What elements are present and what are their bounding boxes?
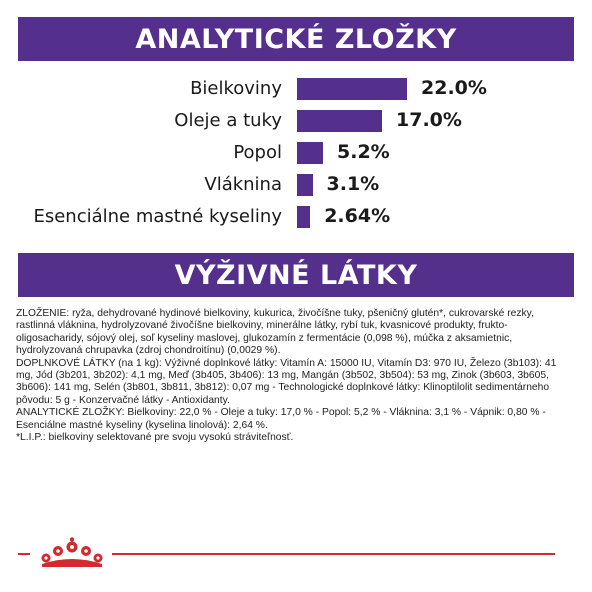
footer-divider-left — [18, 553, 30, 555]
additives-paragraph: DOPLNKOVÉ LÁTKY (na 1 kg): Výživné doplnkové látky: Vitamín A: 15000 IU, Vitamín D3: 970 IU, Železo (3b103): 41 mg, Jód (3b201, 3b202): 4,1 mg, Meď (3b405, 3b406): 13 mg, Mangán (3b502, 3b504): 53 mg, Zinok (3b603, 3b605, 3b606): 141 mg, Selén (3b801, 3b811, 3b812): 0,07 mg - Technologické doplnkové látky: Klinoptilolit sedimentárneho pôvodu: 5 g - Konzervačné látky - Antioxidanty. — [16, 357, 557, 406]
bar-value-label: 22.0% — [421, 77, 487, 99]
bar-label: Esenciálne mastné kyseliny — [33, 206, 282, 227]
crown-logo-icon — [36, 536, 108, 568]
bar — [297, 174, 313, 196]
footer-divider-right — [112, 553, 555, 555]
bar-value-label: 2.64% — [324, 205, 391, 227]
bar-label: Bielkoviny — [190, 78, 282, 99]
lip-note-paragraph: *L.I.P.: bielkoviny selektované pre svoju vysokú stráviteľnosť. — [16, 432, 294, 444]
bar — [297, 110, 382, 132]
bar-value-label: 5.2% — [337, 141, 390, 163]
analytics-title: ANALYTICKÉ ZLOŽKY — [135, 23, 457, 55]
bar — [297, 206, 310, 228]
bar-label: Vláknina — [204, 174, 282, 195]
bar-label: Popol — [233, 142, 282, 163]
bar-value-label: 3.1% — [326, 173, 380, 195]
bar — [297, 142, 323, 164]
analytics-paragraph: ANALYTICKÉ ZLOŽKY: Bielkoviny: 22,0 % - Oleje a tuky: 17,0 % - Popol: 5,2 % - Vláknina: 3,1 % - Vápnik: 0,80 % - Esenciálne mastné kyseliny (kyselina linolová): 2,64 %. — [16, 407, 546, 431]
composition-paragraph: ZLOŽENIE: ryža, dehydrované hydinové bielkoviny, kukurica, živočíšne tuky, pšeničný glutén*, cukrovarské rezky, rastlinná vláknina, hydrolyzované živočíšne bielkoviny, minerálne látky, rybí tuk, kvasnicové produkty, frukto-oligosacharidy, sójový olej, soľ kyseliny maslovej, glukozamín z fermentácie (0,098 %), múčka z aksamietnic, hydrolyzovaná chrupavka (zdroj chondroitínu) (0,0029 %). — [16, 308, 534, 357]
bar-value-label: 17.0% — [396, 109, 462, 131]
bar — [297, 78, 407, 100]
analytics-banner — [18, 17, 574, 61]
nutrients-title: VÝŽIVNÉ LÁTKY — [174, 259, 418, 291]
bar-label: Oleje a tuky — [174, 110, 282, 131]
nutrients-banner — [18, 253, 574, 297]
composition-text — [16, 308, 572, 444]
